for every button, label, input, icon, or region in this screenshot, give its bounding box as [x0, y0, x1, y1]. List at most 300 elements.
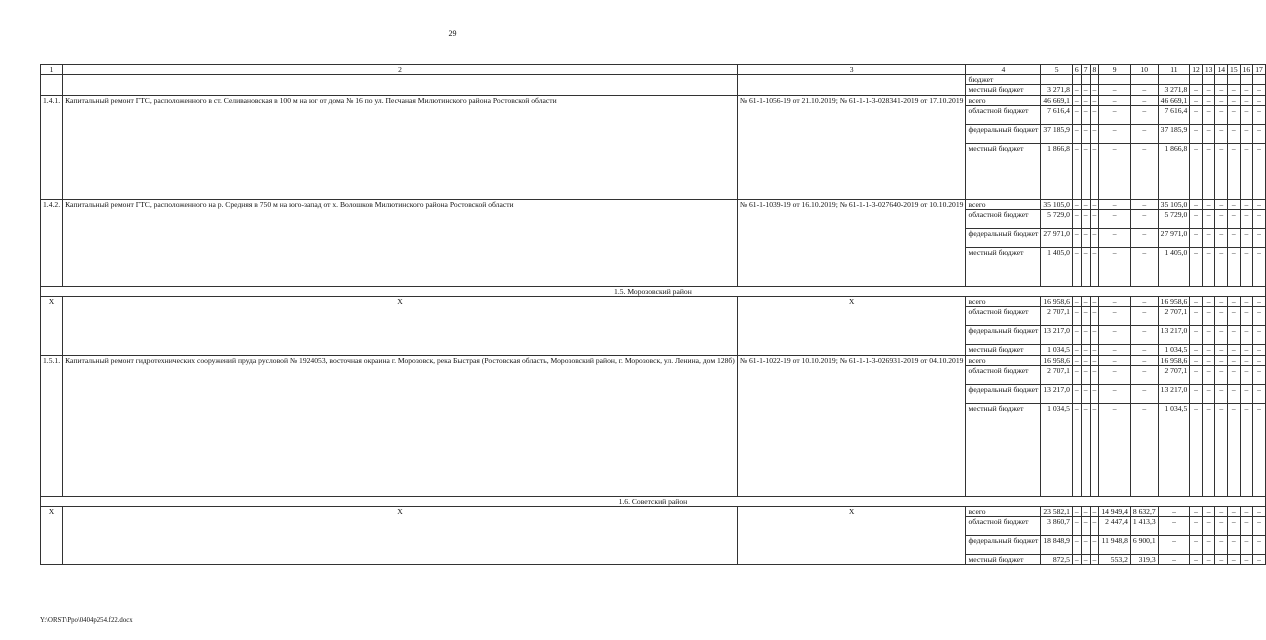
dash-cell: – [1090, 248, 1099, 287]
dash-cell: – [1228, 365, 1241, 384]
dash-cell: – [1215, 248, 1228, 287]
dash-cell: – [1253, 229, 1266, 248]
footer-file-path: Y:\ORST\Ppo\0404p254.f22.docx [40, 617, 133, 624]
dash-cell: – [1090, 555, 1099, 565]
budget-label: местный бюджет [966, 248, 1041, 287]
dash-cell: – [1202, 355, 1215, 365]
empty-cell [1240, 75, 1253, 85]
dash-cell: – [1228, 555, 1241, 565]
dash-cell: – [1190, 555, 1203, 565]
value-cell: 1 866,8 [1041, 143, 1073, 199]
dash-cell: – [1130, 143, 1158, 199]
column-header: 6 [1072, 65, 1081, 75]
value-cell: 27 971,0 [1041, 229, 1073, 248]
dash-cell: – [1130, 355, 1158, 365]
dash-cell: – [1090, 403, 1099, 496]
dash-cell: – [1072, 517, 1081, 536]
dash-cell: – [1081, 85, 1090, 95]
dash-cell: – [1253, 365, 1266, 384]
dash-cell: – [1240, 384, 1253, 403]
value-cell: 16 958,6 [1041, 355, 1073, 365]
dash-cell: – [1253, 105, 1266, 124]
empty-cell [1072, 75, 1081, 85]
dash-cell: – [1081, 95, 1090, 105]
value-cell: 13 217,0 [1158, 326, 1190, 345]
table-row [41, 297, 1266, 307]
dash-cell: – [1228, 345, 1241, 355]
budget-label: всего [966, 95, 1041, 105]
dash-cell: – [1253, 555, 1266, 565]
dash-cell: – [1215, 95, 1228, 105]
dash-cell: – [1215, 345, 1228, 355]
dash-cell: – [1090, 355, 1099, 365]
dash-cell: – [1081, 248, 1090, 287]
dash-cell: – [1072, 403, 1081, 496]
dash-cell: – [1228, 517, 1241, 536]
dash-cell: – [1158, 555, 1190, 565]
dash-cell: – [1202, 403, 1215, 496]
dash-cell: – [1228, 229, 1241, 248]
budget-label: областной бюджет [966, 210, 1041, 229]
dash-cell: – [1240, 143, 1253, 199]
dash-cell: – [1190, 95, 1203, 105]
dash-cell: – [1228, 210, 1241, 229]
dash-cell: – [1081, 507, 1090, 517]
dash-cell: – [1072, 365, 1081, 384]
dash-cell: – [1215, 384, 1228, 403]
dash-cell: – [1130, 403, 1158, 496]
column-header: 14 [1215, 65, 1228, 75]
budget-label: федеральный бюджет [966, 229, 1041, 248]
value-cell: 2 707,1 [1041, 365, 1073, 384]
dash-cell: – [1202, 210, 1215, 229]
dash-cell: – [1072, 536, 1081, 555]
dash-cell: – [1081, 345, 1090, 355]
x-mark: Х [63, 297, 738, 355]
empty-cell [1081, 75, 1090, 85]
dash-cell: – [1253, 143, 1266, 199]
dash-cell: – [1202, 345, 1215, 355]
value-cell: 13 217,0 [1041, 384, 1073, 403]
dash-cell: – [1081, 143, 1090, 199]
empty-cell [1190, 75, 1203, 85]
dash-cell: – [1099, 143, 1131, 199]
empty-cell [1130, 75, 1158, 85]
financing-table [40, 64, 1266, 565]
dash-cell: – [1202, 105, 1215, 124]
table-row [41, 199, 1266, 209]
dash-cell: – [1072, 105, 1081, 124]
dash-cell: – [1215, 199, 1228, 209]
column-header: 4 [966, 65, 1041, 75]
dash-cell: – [1072, 124, 1081, 143]
x-mark: Х [737, 297, 966, 355]
value-cell: 1 034,5 [1158, 403, 1190, 496]
dash-cell: – [1215, 517, 1228, 536]
section-title: 1.6. Советский район [41, 496, 1266, 506]
dash-cell: – [1090, 210, 1099, 229]
dash-cell: – [1090, 199, 1099, 209]
column-header: 17 [1253, 65, 1266, 75]
dash-cell: – [1215, 507, 1228, 517]
budget-label: местный бюджет [966, 555, 1041, 565]
dash-cell: – [1228, 384, 1241, 403]
dash-cell: – [1190, 345, 1203, 355]
dash-cell: – [1228, 199, 1241, 209]
value-cell: 3 271,8 [1041, 85, 1073, 95]
dash-cell: – [1099, 384, 1131, 403]
column-header: 3 [737, 65, 966, 75]
dash-cell: – [1090, 307, 1099, 326]
dash-cell: – [1228, 326, 1241, 345]
dash-cell: – [1130, 365, 1158, 384]
table-row [41, 355, 1266, 365]
value-cell: 2 707,1 [1158, 365, 1190, 384]
column-header: 16 [1240, 65, 1253, 75]
empty-cell [1090, 75, 1099, 85]
dash-cell: – [1202, 248, 1215, 287]
dash-cell: – [1072, 384, 1081, 403]
value-cell: 553,2 [1099, 555, 1131, 565]
dash-cell: – [1081, 403, 1090, 496]
dash-cell: – [1130, 95, 1158, 105]
dash-cell: – [1202, 229, 1215, 248]
object-name: Капитальный ремонт ГТС, расположенного на р. Средняя в 750 м на юго-запад от х. Волошков Милютинского района Ростовской области [63, 199, 738, 286]
dash-cell: – [1190, 365, 1203, 384]
dash-cell: – [1081, 365, 1090, 384]
dash-cell: – [1240, 199, 1253, 209]
dash-cell: – [1190, 199, 1203, 209]
dash-cell: – [1099, 210, 1131, 229]
section-header-row [41, 287, 1266, 297]
dash-cell: – [1081, 536, 1090, 555]
dash-cell: – [1130, 229, 1158, 248]
empty-cell [1215, 75, 1228, 85]
dash-cell: – [1228, 248, 1241, 287]
dash-cell: – [1240, 248, 1253, 287]
dash-cell: – [1190, 85, 1203, 95]
dash-cell: – [1253, 355, 1266, 365]
row-number: 1.4.1. [41, 95, 63, 199]
dash-cell: – [1090, 384, 1099, 403]
budget-label: всего [966, 507, 1041, 517]
budget-label: областной бюджет [966, 517, 1041, 536]
value-cell: 3 271,8 [1158, 85, 1190, 95]
dash-cell: – [1202, 536, 1215, 555]
dash-cell: – [1202, 95, 1215, 105]
empty-cell [1158, 75, 1190, 85]
dash-cell: – [1253, 403, 1266, 496]
dash-cell: – [1130, 85, 1158, 95]
dash-cell: – [1130, 307, 1158, 326]
dash-cell: – [1130, 297, 1158, 307]
dash-cell: – [1099, 229, 1131, 248]
dash-cell: – [1228, 95, 1241, 105]
dash-cell: – [1130, 326, 1158, 345]
dash-cell: – [1240, 536, 1253, 555]
empty-cell [1202, 75, 1215, 85]
dash-cell: – [1253, 345, 1266, 355]
doc-cell [737, 75, 966, 95]
dash-cell: – [1072, 307, 1081, 326]
dash-cell: – [1202, 124, 1215, 143]
dash-cell: – [1240, 85, 1253, 95]
dash-cell: – [1081, 555, 1090, 565]
dash-cell: – [1099, 85, 1131, 95]
dash-cell: – [1190, 210, 1203, 229]
dash-cell: – [1158, 517, 1190, 536]
dash-cell: – [1202, 517, 1215, 536]
dash-cell: – [1190, 248, 1203, 287]
dash-cell: – [1190, 517, 1203, 536]
dash-cell: – [1253, 536, 1266, 555]
value-cell: 8 632,7 [1130, 507, 1158, 517]
dash-cell: – [1099, 199, 1131, 209]
column-header: 7 [1081, 65, 1090, 75]
header-row [41, 65, 1266, 75]
dash-cell: – [1130, 384, 1158, 403]
value-cell: 27 971,0 [1158, 229, 1190, 248]
dash-cell: – [1253, 297, 1266, 307]
num-cell [41, 75, 63, 95]
dash-cell: – [1130, 124, 1158, 143]
table-row [41, 75, 1266, 85]
value-cell: 1 866,8 [1158, 143, 1190, 199]
dash-cell: – [1202, 365, 1215, 384]
value-cell: 2 707,1 [1158, 307, 1190, 326]
value-cell: 7 616,4 [1041, 105, 1073, 124]
value-cell: 2 707,1 [1041, 307, 1073, 326]
dash-cell: – [1228, 403, 1241, 496]
dash-cell: – [1081, 210, 1090, 229]
dash-cell: – [1215, 297, 1228, 307]
dash-cell: – [1081, 326, 1090, 345]
dash-cell: – [1072, 95, 1081, 105]
column-header: 10 [1130, 65, 1158, 75]
column-header: 8 [1090, 65, 1099, 75]
dash-cell: – [1215, 307, 1228, 326]
value-cell: 5 729,0 [1158, 210, 1190, 229]
dash-cell: – [1099, 124, 1131, 143]
dash-cell: – [1081, 229, 1090, 248]
dash-cell: – [1228, 507, 1241, 517]
empty-cell [1253, 75, 1266, 85]
value-cell: 14 949,4 [1099, 507, 1131, 517]
column-header: 12 [1190, 65, 1203, 75]
empty-cell [1099, 75, 1131, 85]
dash-cell: – [1130, 105, 1158, 124]
dash-cell: – [1215, 229, 1228, 248]
dash-cell: – [1240, 517, 1253, 536]
dash-cell: – [1081, 355, 1090, 365]
budget-label: областной бюджет [966, 307, 1041, 326]
table-row [41, 95, 1266, 105]
dash-cell: – [1240, 229, 1253, 248]
dash-cell: – [1190, 124, 1203, 143]
dash-cell: – [1081, 297, 1090, 307]
dash-cell: – [1081, 517, 1090, 536]
value-cell: 1 413,3 [1130, 517, 1158, 536]
column-header: 13 [1202, 65, 1215, 75]
dash-cell: – [1215, 536, 1228, 555]
value-cell: 319,3 [1130, 555, 1158, 565]
dash-cell: – [1240, 355, 1253, 365]
dash-cell: – [1090, 536, 1099, 555]
x-mark: Х [41, 297, 63, 355]
dash-cell: – [1215, 326, 1228, 345]
dash-cell: – [1253, 384, 1266, 403]
dash-cell: – [1253, 326, 1266, 345]
section-title: 1.5. Морозовский район [41, 287, 1266, 297]
budget-label: областной бюджет [966, 365, 1041, 384]
dash-cell: – [1072, 555, 1081, 565]
dash-cell: – [1215, 105, 1228, 124]
dash-cell: – [1081, 105, 1090, 124]
dash-cell: – [1228, 355, 1241, 365]
dash-cell: – [1190, 326, 1203, 345]
dash-cell: – [1090, 229, 1099, 248]
budget-label: местный бюджет [966, 143, 1041, 199]
dash-cell: – [1202, 85, 1215, 95]
expertise-document: № 61-1-1056-19 от 21.10.2019; № 61-1-1-3-028341-2019 от 17.10.2019 [737, 95, 966, 199]
dash-cell: – [1099, 297, 1131, 307]
budget-label: федеральный бюджет [966, 536, 1041, 555]
dash-cell: – [1099, 345, 1131, 355]
dash-cell: – [1190, 355, 1203, 365]
dash-cell: – [1072, 210, 1081, 229]
dash-cell: – [1081, 199, 1090, 209]
value-cell: 5 729,0 [1041, 210, 1073, 229]
budget-label: местный бюджет [966, 403, 1041, 496]
object-name: Капитальный ремонт гидротехнических сооружений пруда русловой № 1924053, восточная окраина г. Морозовск, река Быстрая (Ростовская область, Морозовский район, г. Морозовск, ул. Ленина, дом 128б) [63, 355, 738, 496]
value-cell: 1 405,0 [1158, 248, 1190, 287]
dash-cell: – [1072, 355, 1081, 365]
dash-cell: – [1253, 248, 1266, 287]
value-cell: 37 185,9 [1041, 124, 1073, 143]
value-cell: 35 105,0 [1041, 199, 1073, 209]
dash-cell: – [1090, 365, 1099, 384]
dash-cell: – [1253, 85, 1266, 95]
dash-cell: – [1130, 210, 1158, 229]
value-cell: 23 582,1 [1041, 507, 1073, 517]
dash-cell: – [1215, 124, 1228, 143]
value-cell: 6 900,1 [1130, 536, 1158, 555]
dash-cell: – [1081, 384, 1090, 403]
dash-cell: – [1228, 307, 1241, 326]
dash-cell: – [1190, 403, 1203, 496]
budget-label: бюджет [966, 75, 1041, 85]
dash-cell: – [1240, 345, 1253, 355]
empty-cell [1228, 75, 1241, 85]
dash-cell: – [1081, 124, 1090, 143]
x-mark: Х [63, 507, 738, 565]
value-cell: 46 669,1 [1041, 95, 1073, 105]
dash-cell: – [1081, 307, 1090, 326]
row-number: 1.5.1. [41, 355, 63, 496]
dash-cell: – [1240, 555, 1253, 565]
budget-label: всего [966, 199, 1041, 209]
dash-cell: – [1240, 403, 1253, 496]
value-cell: 11 948,8 [1099, 536, 1131, 555]
dash-cell: – [1190, 307, 1203, 326]
value-cell: 872,5 [1041, 555, 1073, 565]
dash-cell: – [1240, 95, 1253, 105]
page-number: 29 [448, 29, 457, 38]
value-cell: 13 217,0 [1158, 384, 1190, 403]
dash-cell: – [1240, 307, 1253, 326]
dash-cell: – [1215, 355, 1228, 365]
dash-cell: – [1099, 105, 1131, 124]
dash-cell: – [1099, 307, 1131, 326]
dash-cell: – [1190, 105, 1203, 124]
dash-cell: – [1099, 365, 1131, 384]
dash-cell: – [1240, 326, 1253, 345]
dash-cell: – [1215, 365, 1228, 384]
dash-cell: – [1202, 307, 1215, 326]
x-mark: Х [41, 507, 63, 565]
dash-cell: – [1228, 124, 1241, 143]
expertise-document: № 61-1-1022-19 от 10.10.2019; № 61-1-1-3-026931-2019 от 04.10.2019 [737, 355, 966, 496]
dash-cell: – [1090, 95, 1099, 105]
column-header: 11 [1158, 65, 1190, 75]
dash-cell: – [1072, 326, 1081, 345]
budget-label: федеральный бюджет [966, 326, 1041, 345]
value-cell: 16 958,6 [1041, 297, 1073, 307]
object-name: Капитальный ремонт ГТС, расположенного в ст. Селивановская в 100 м на юг от дома № 16 по ул. Песчаная Милютинского района Ростовской области [63, 95, 738, 199]
column-header: 9 [1099, 65, 1131, 75]
dash-cell: – [1158, 536, 1190, 555]
dash-cell: – [1240, 124, 1253, 143]
budget-label: областной бюджет [966, 105, 1041, 124]
dash-cell: – [1130, 199, 1158, 209]
dash-cell: – [1090, 517, 1099, 536]
row-number: 1.4.2. [41, 199, 63, 286]
dash-cell: – [1130, 345, 1158, 355]
dash-cell: – [1130, 248, 1158, 287]
value-cell: 1 034,5 [1041, 403, 1073, 496]
dash-cell: – [1202, 507, 1215, 517]
dash-cell: – [1215, 403, 1228, 496]
budget-label: местный бюджет [966, 345, 1041, 355]
dash-cell: – [1253, 124, 1266, 143]
dash-cell: – [1090, 85, 1099, 95]
dash-cell: – [1215, 555, 1228, 565]
value-cell: 2 447,4 [1099, 517, 1131, 536]
dash-cell: – [1090, 297, 1099, 307]
dash-cell: – [1202, 297, 1215, 307]
dash-cell: – [1253, 507, 1266, 517]
value-cell: 1 405,0 [1041, 248, 1073, 287]
column-header: 5 [1041, 65, 1073, 75]
dash-cell: – [1253, 199, 1266, 209]
dash-cell: – [1253, 307, 1266, 326]
dash-cell: – [1072, 199, 1081, 209]
value-cell: 37 185,9 [1158, 124, 1190, 143]
dash-cell: – [1099, 248, 1131, 287]
dash-cell: – [1253, 95, 1266, 105]
value-cell: 16 958,6 [1158, 297, 1190, 307]
dash-cell: – [1215, 143, 1228, 199]
empty-cell [1041, 75, 1073, 85]
dash-cell: – [1090, 507, 1099, 517]
dash-cell: – [1090, 124, 1099, 143]
dash-cell: – [1090, 143, 1099, 199]
dash-cell: – [1072, 297, 1081, 307]
value-cell: 3 860,7 [1041, 517, 1073, 536]
dash-cell: – [1202, 143, 1215, 199]
dash-cell: – [1190, 143, 1203, 199]
value-cell: 13 217,0 [1041, 326, 1073, 345]
